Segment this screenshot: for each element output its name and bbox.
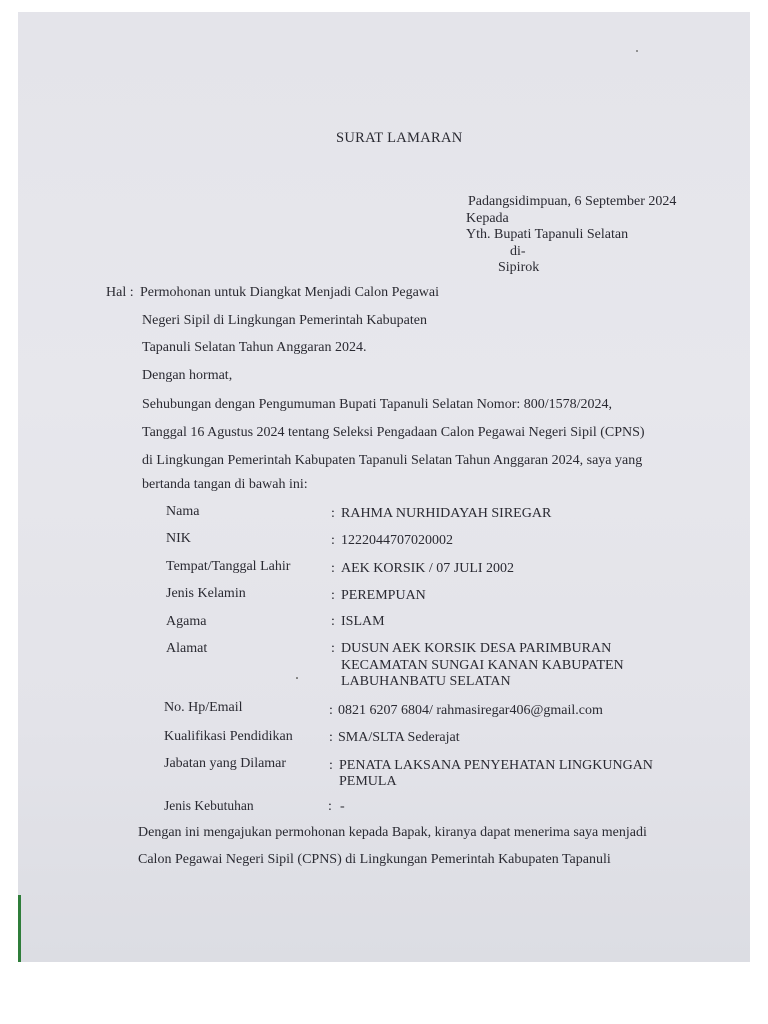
field-value-position: PEMULA [339,774,397,789]
recipient-line: Kepada [466,210,509,226]
field-colon: : [331,533,335,548]
field-colon: : [328,799,332,814]
subject-line: Negeri Sipil di Lingkungan Pemerintah Kabupaten [142,313,427,328]
field-colon: : [331,614,335,629]
field-colon: : [329,703,333,718]
field-value-address: KECAMATAN SUNGAI KANAN KABUPATEN [341,658,624,673]
field-colon: : [329,758,333,773]
recipient-block [466,193,676,276]
field-value-nama: RAHMA NURHIDAYAH SIREGAR [341,506,552,521]
field-value-position: PENATA LAKSANA PENYEHATAN LINGKUNGAN [339,758,653,773]
intro-line: bertanda tangan di bawah ini: [142,477,308,492]
intro-line: di Lingkungan Pemerintah Kabupaten Tapanuli Selatan Tahun Anggaran 2024, saya yang [142,453,643,468]
field-value-education: SMA/SLTA Sederajat [338,730,460,745]
field-value-religion: ISLAM [341,614,385,629]
intro-line: Tanggal 16 Agustus 2024 tentang Seleksi Pengadaan Calon Pegawai Negeri Sipil (CPNS) [142,425,645,440]
field-label-religion: Agama [166,614,207,629]
subject-line: Tapanuli Selatan Tahun Anggaran 2024. [142,340,367,355]
field-label-need: Jenis Kebutuhan [164,798,254,813]
field-value-gender: PEREMPUAN [341,588,426,603]
field-colon: : [331,561,335,576]
field-label-position: Jabatan yang Dilamar [164,756,287,771]
closing-line: Dengan ini mengajukan permohonan kepada Bapak, kiranya dapat menerima saya menjadi [138,825,647,840]
subject-line: Permohonan untuk Diangkat Menjadi Calon Pegawai [140,285,439,300]
intro-line: Sehubungan dengan Pengumuman Bupati Tapanuli Selatan Nomor: 800/1578/2024, [142,397,613,412]
subject-label: Hal : [106,285,134,300]
field-value-address: LABUHANBATU SELATAN [341,674,511,689]
recipient-line: di- [510,243,526,259]
field-label-education: Kualifikasi Pendidikan [164,729,293,744]
field-colon: : [331,641,335,656]
letter-paper [18,12,750,962]
field-value-address: DUSUN AEK KORSIK DESA PARIMBURAN [341,641,612,656]
field-label-nik: NIK [166,531,191,546]
background-edge [18,895,21,962]
field-value-need: - [340,799,345,814]
recipient-line: Sipirok [498,260,540,275]
paper-speck [636,50,638,52]
greeting: Dengan hormat, [142,368,233,383]
closing-line: Calon Pegawai Negeri Sipil (CPNS) di Lingkungan Pemerintah Kabupaten Tapanuli [138,852,611,867]
field-colon: : [331,588,335,603]
recipient-line: Yth. Bupati Tapanuli Selatan [466,227,629,242]
letter-title: SURAT LAMARAN [336,130,463,146]
field-label-address: Alamat [166,641,208,656]
field-colon: : [329,730,333,745]
paper-speck [296,677,298,679]
field-label-birth: Tempat/Tanggal Lahir [166,559,291,574]
field-value-nik: 1222044707020002 [341,533,453,548]
field-value-birth: AEK KORSIK / 07 JULI 2002 [341,561,515,576]
field-label-contact: No. Hp/Email [164,700,243,715]
field-value-contact: 0821 6207 6804/ rahmasiregar406@gmail.com [338,703,603,718]
field-label-gender: Jenis Kelamin [166,586,246,601]
field-label-nama: Nama [166,504,200,519]
place-date: Padangsidimpuan, 6 September 2024 [468,194,677,209]
field-colon: : [331,506,335,521]
